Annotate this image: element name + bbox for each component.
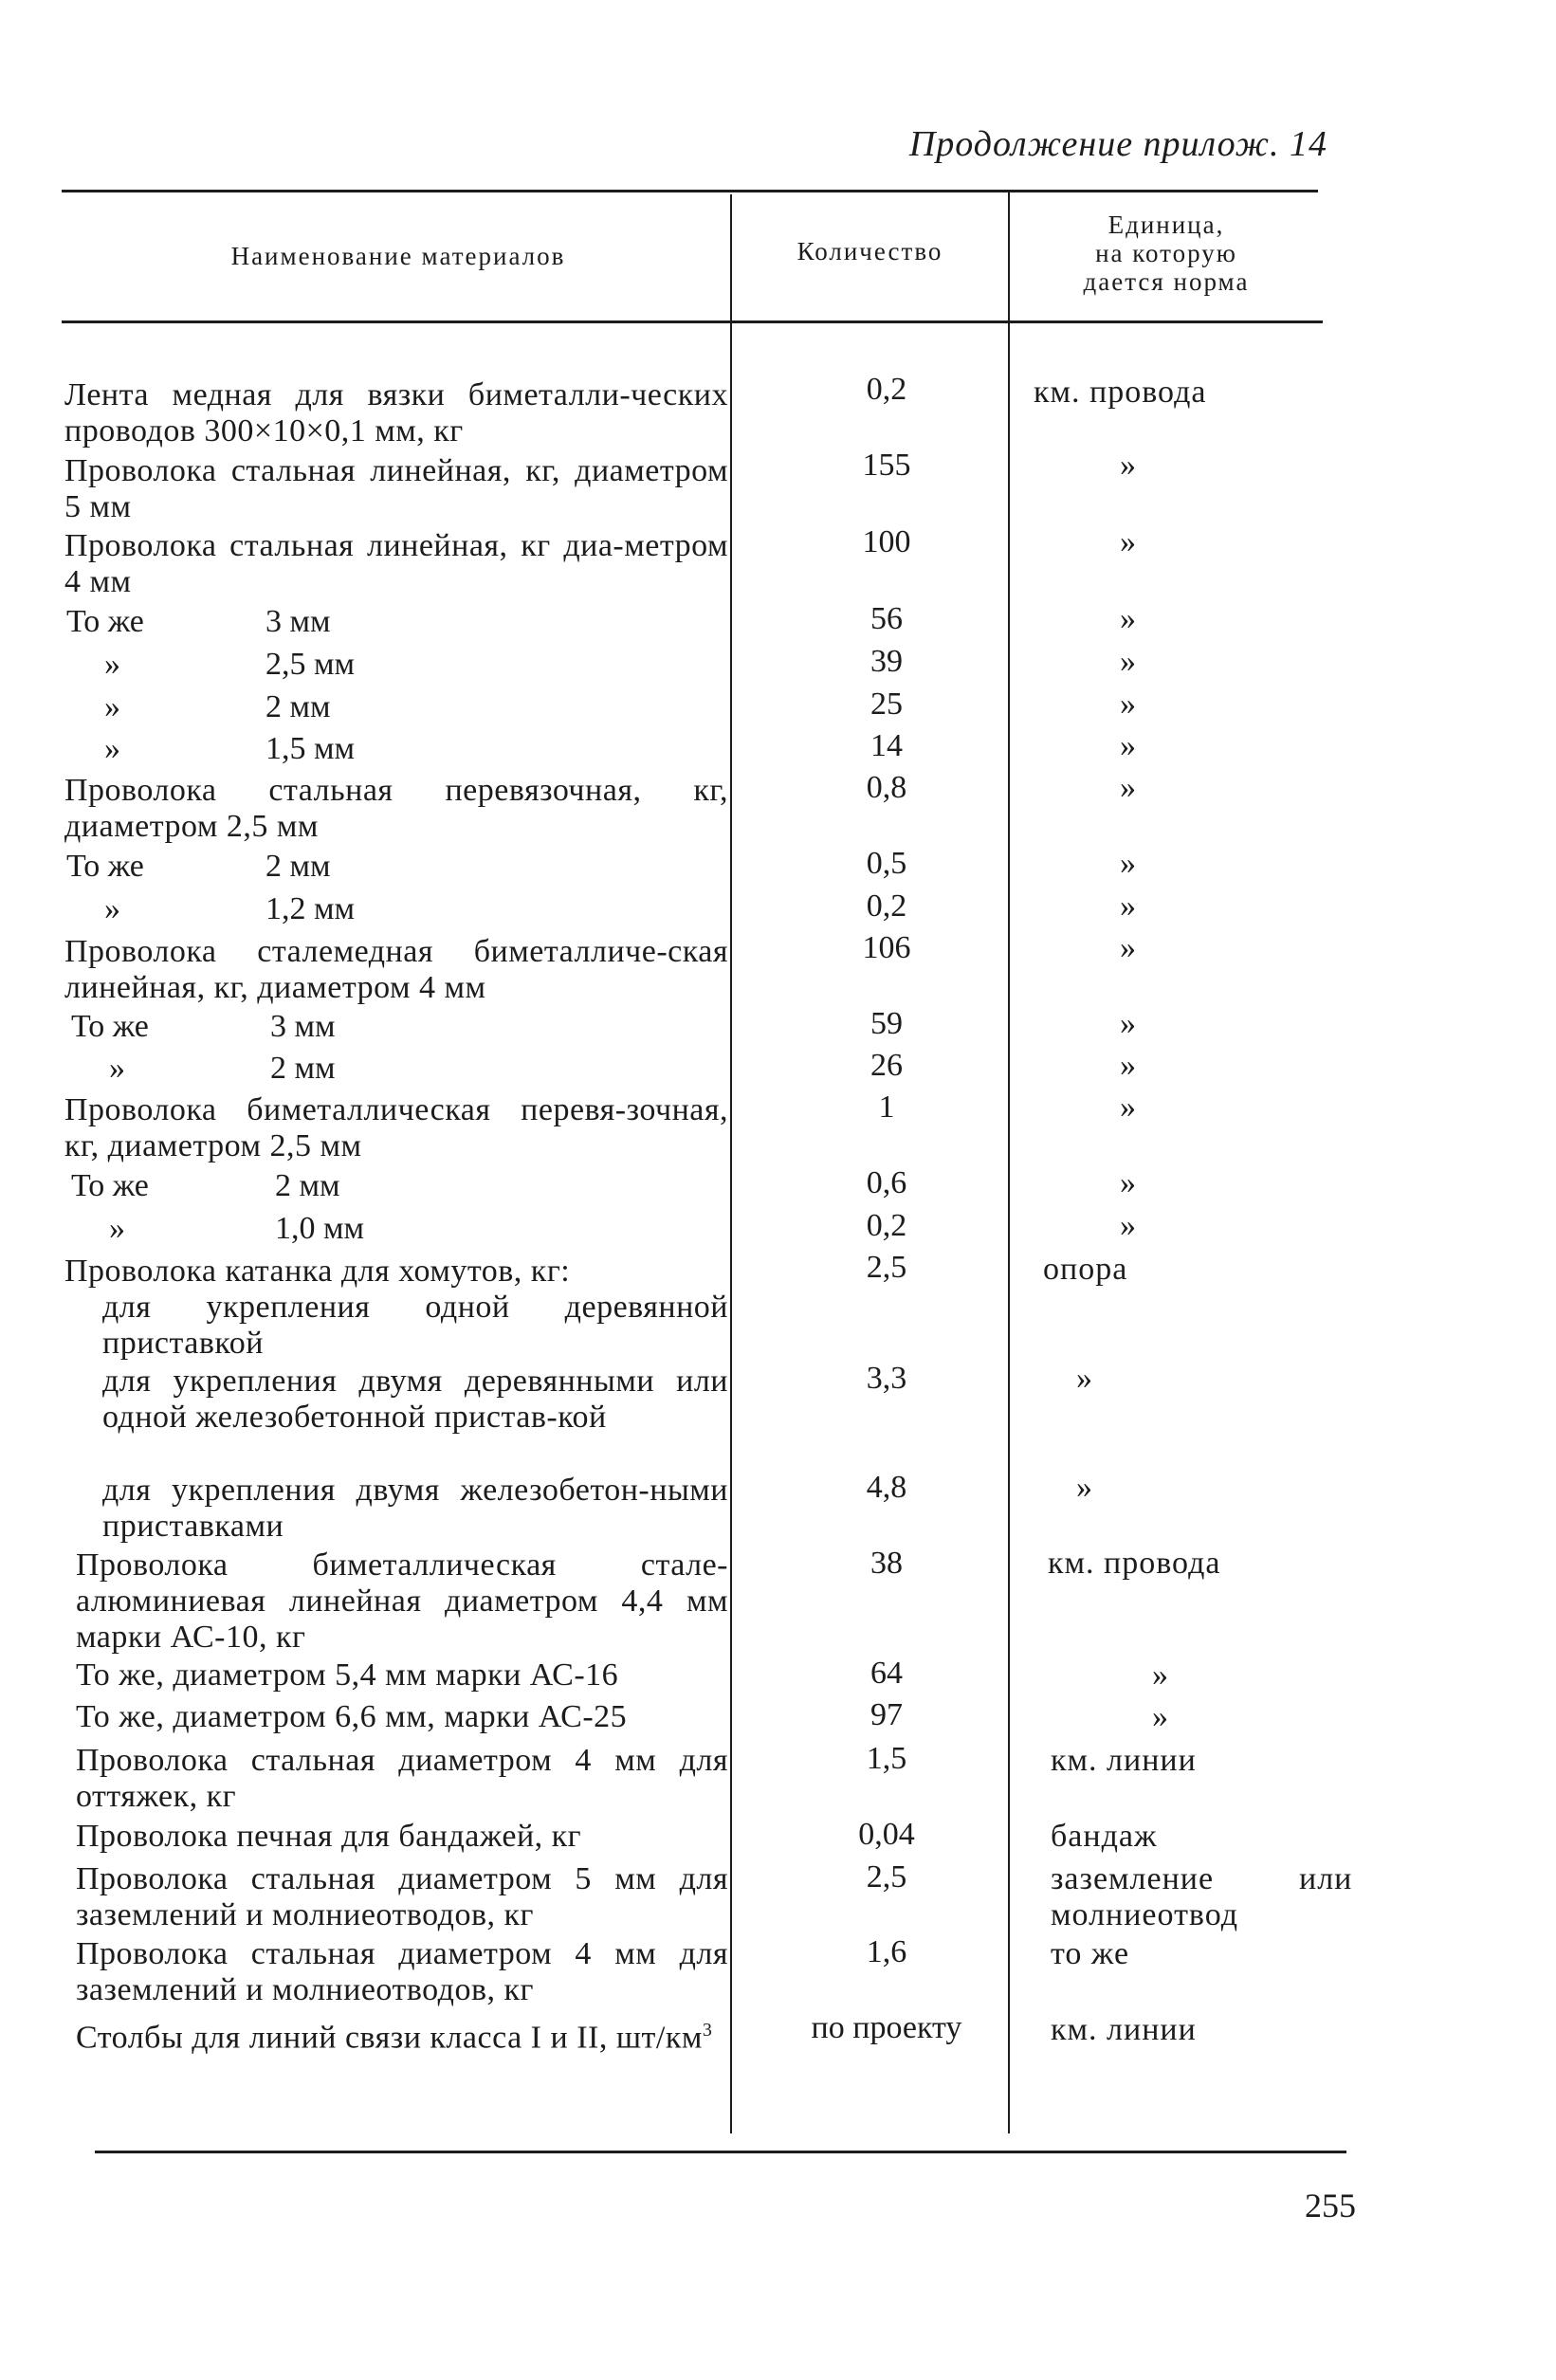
row-qty: 39 xyxy=(870,644,903,679)
row-name-ditto: » xyxy=(104,891,120,926)
row-unit: » xyxy=(1120,524,1137,559)
row-unit: » xyxy=(1076,1470,1093,1505)
row-qty: 0,2 xyxy=(866,1208,907,1243)
row-qty: 100 xyxy=(862,524,911,559)
row-name: для укрепления двумя железобетон-ными приставками xyxy=(102,1473,728,1544)
row-qty: 59 xyxy=(870,1006,903,1041)
row-unit: » xyxy=(1152,1699,1169,1734)
row-name: То же, диаметром 6,6 мм, марки АС-25 xyxy=(76,1699,628,1734)
row-name: Проволока сталемедная биметалличе-ская линейная, кг, диаметром 4 мм xyxy=(64,934,728,1005)
row-unit: » xyxy=(1076,1361,1093,1396)
row-name-size: 3 мм xyxy=(265,604,331,639)
row-qty: 4,8 xyxy=(866,1470,907,1505)
row-qty: 26 xyxy=(870,1048,903,1083)
row-name-size: 2 мм xyxy=(265,849,331,884)
row-name-ditto: То же xyxy=(66,849,144,884)
row-qty: 0,5 xyxy=(866,846,907,881)
row-unit: » xyxy=(1120,644,1137,679)
row-qty: 0,04 xyxy=(858,1817,915,1852)
row-unit: » xyxy=(1120,930,1137,965)
row-name-ditto: То же xyxy=(66,604,144,639)
col-header-unit xyxy=(1015,211,1318,296)
row-name-ditto: То же xyxy=(71,1009,149,1044)
row-qty: 1 xyxy=(878,1089,895,1125)
row-unit: » xyxy=(1120,1048,1137,1083)
table-header-rule xyxy=(62,320,1323,323)
row-qty: 1,6 xyxy=(866,1934,907,1969)
row-name-ditto: » xyxy=(109,1211,125,1246)
row-name: для укрепления двумя деревянными или одной железобетонной пристав-кой xyxy=(102,1364,728,1435)
row-unit: опора xyxy=(1043,1252,1128,1287)
row-qty: 155 xyxy=(862,448,911,483)
row-qty: 64 xyxy=(870,1656,903,1691)
row-qty: 0,6 xyxy=(866,1165,907,1200)
row-name-size: 2 мм xyxy=(275,1168,340,1203)
row-name: Проволока стальная диаметром 4 мм для оттяжек, кг xyxy=(76,1743,728,1814)
row-qty: 2,5 xyxy=(866,1250,907,1285)
row-qty: 106 xyxy=(862,930,911,965)
row-unit: » xyxy=(1120,1006,1137,1041)
row-unit: » xyxy=(1120,728,1137,763)
row-name: Лента медная для вязки биметалли-ческих проводов 300×10×0,1 мм, кг xyxy=(64,377,728,449)
col-header-name: Наименование материалов xyxy=(230,242,566,270)
row-qty: 14 xyxy=(870,728,903,763)
row-unit: » xyxy=(1120,888,1137,924)
row-qty: 38 xyxy=(870,1546,903,1581)
row-qty: 0,2 xyxy=(866,888,907,924)
column-divider-1 xyxy=(730,194,732,2133)
row-unit-line2: молниеотвод xyxy=(1051,1897,1239,1932)
row-name-ditto: » xyxy=(104,647,120,682)
row-unit-line1: заземление xyxy=(1051,1861,1215,1896)
row-name: Проволока стальная диаметром 4 мм для заземлений и молниеотводов, кг xyxy=(76,1936,728,2007)
row-name: То же, диаметром 5,4 мм марки АС-16 xyxy=(76,1657,619,1693)
row-name: Проволока стальная линейная, кг, диаметром 5 мм xyxy=(64,453,728,524)
row-qty: 2,5 xyxy=(866,1859,907,1895)
table-top-rule xyxy=(62,190,1318,192)
row-name: для укрепления одной деревянной приставкой xyxy=(102,1290,728,1361)
row-qty: 25 xyxy=(870,687,903,722)
row-unit: » xyxy=(1120,448,1137,483)
col-header-unit-line3: дается норма xyxy=(1083,267,1250,296)
row-unit: км. провода xyxy=(1048,1546,1221,1581)
row-name-size: 2 мм xyxy=(265,689,331,724)
row-name xyxy=(76,2012,728,2056)
row-name-ditto: То же xyxy=(71,1168,149,1203)
row-name-ditto: » xyxy=(104,689,120,724)
row-unit: » xyxy=(1120,1165,1137,1200)
row-qty: 1,5 xyxy=(866,1741,907,1776)
row-name-size: 1,5 мм xyxy=(265,731,356,766)
row-name: Проволока стальная перевязочная, кг, диаметром 2,5 мм xyxy=(64,773,728,844)
row-name-size: 2,5 мм xyxy=(265,647,356,682)
row-unit: км. линии xyxy=(1051,1743,1197,1778)
row-qty: 56 xyxy=(870,601,903,636)
row-qty: по проекту xyxy=(811,2010,962,2045)
row-name: Проволока печная для бандажей, кг xyxy=(76,1819,582,1854)
row-unit: » xyxy=(1120,770,1137,805)
col-header-qty: Количество xyxy=(796,237,943,265)
row-name-size: 2 мм xyxy=(270,1051,336,1086)
col-header-unit-line2: на которую xyxy=(1095,239,1237,267)
row-qty: 0,2 xyxy=(866,372,907,407)
row-qty: 97 xyxy=(870,1697,903,1732)
row-unit-line1-or: или xyxy=(1299,1861,1353,1896)
row-name-size: 1,0 мм xyxy=(275,1211,365,1246)
row-unit: » xyxy=(1120,846,1137,881)
row-name-size: 3 мм xyxy=(270,1009,336,1044)
row-unit: км. провода xyxy=(1034,375,1207,410)
row-qty: 0,8 xyxy=(866,770,907,805)
page-number: 255 xyxy=(1305,2187,1356,2224)
row-name: Проволока биметаллическая стале-алюминиевая линейная диаметром 4,4 мм марки АС-10, кг xyxy=(76,1547,728,1655)
row-unit: » xyxy=(1120,601,1137,636)
row-unit: » xyxy=(1120,687,1137,722)
row-name-size: 1,2 мм xyxy=(265,891,356,926)
row-name: Проволока биметаллическая перевя-зочная, кг, диаметром 2,5 мм xyxy=(64,1092,728,1163)
col-header-unit-line1: Единица, xyxy=(1108,211,1225,239)
table-bottom-rule xyxy=(95,2151,1346,2153)
row-unit: то же xyxy=(1051,1936,1130,1971)
row-unit: » xyxy=(1120,1089,1137,1125)
row-unit: » xyxy=(1120,1208,1137,1243)
row-qty: 3,3 xyxy=(866,1361,907,1396)
row-name: Проволока стальная линейная, кг диа-метром 4 мм xyxy=(64,528,728,599)
row-group-heading: Проволока катанка для хомутов, кг: xyxy=(64,1254,571,1289)
row-name-ditto: » xyxy=(104,731,120,766)
row-unit: бандаж xyxy=(1051,1819,1158,1854)
continuation-heading: Продолжение прилож. 14 xyxy=(908,124,1327,164)
row-unit: » xyxy=(1152,1657,1169,1693)
row-unit: км. линии xyxy=(1051,2012,1197,2047)
row-name-text: Столбы для линий связи класса I и II, шт/км xyxy=(76,2020,703,2056)
row-name-superscript: 3 xyxy=(702,2020,713,2041)
row-name-ditto: » xyxy=(109,1051,125,1086)
row-name: Проволока стальная диаметром 5 мм для заземлений и молниеотводов, кг xyxy=(76,1861,728,1932)
